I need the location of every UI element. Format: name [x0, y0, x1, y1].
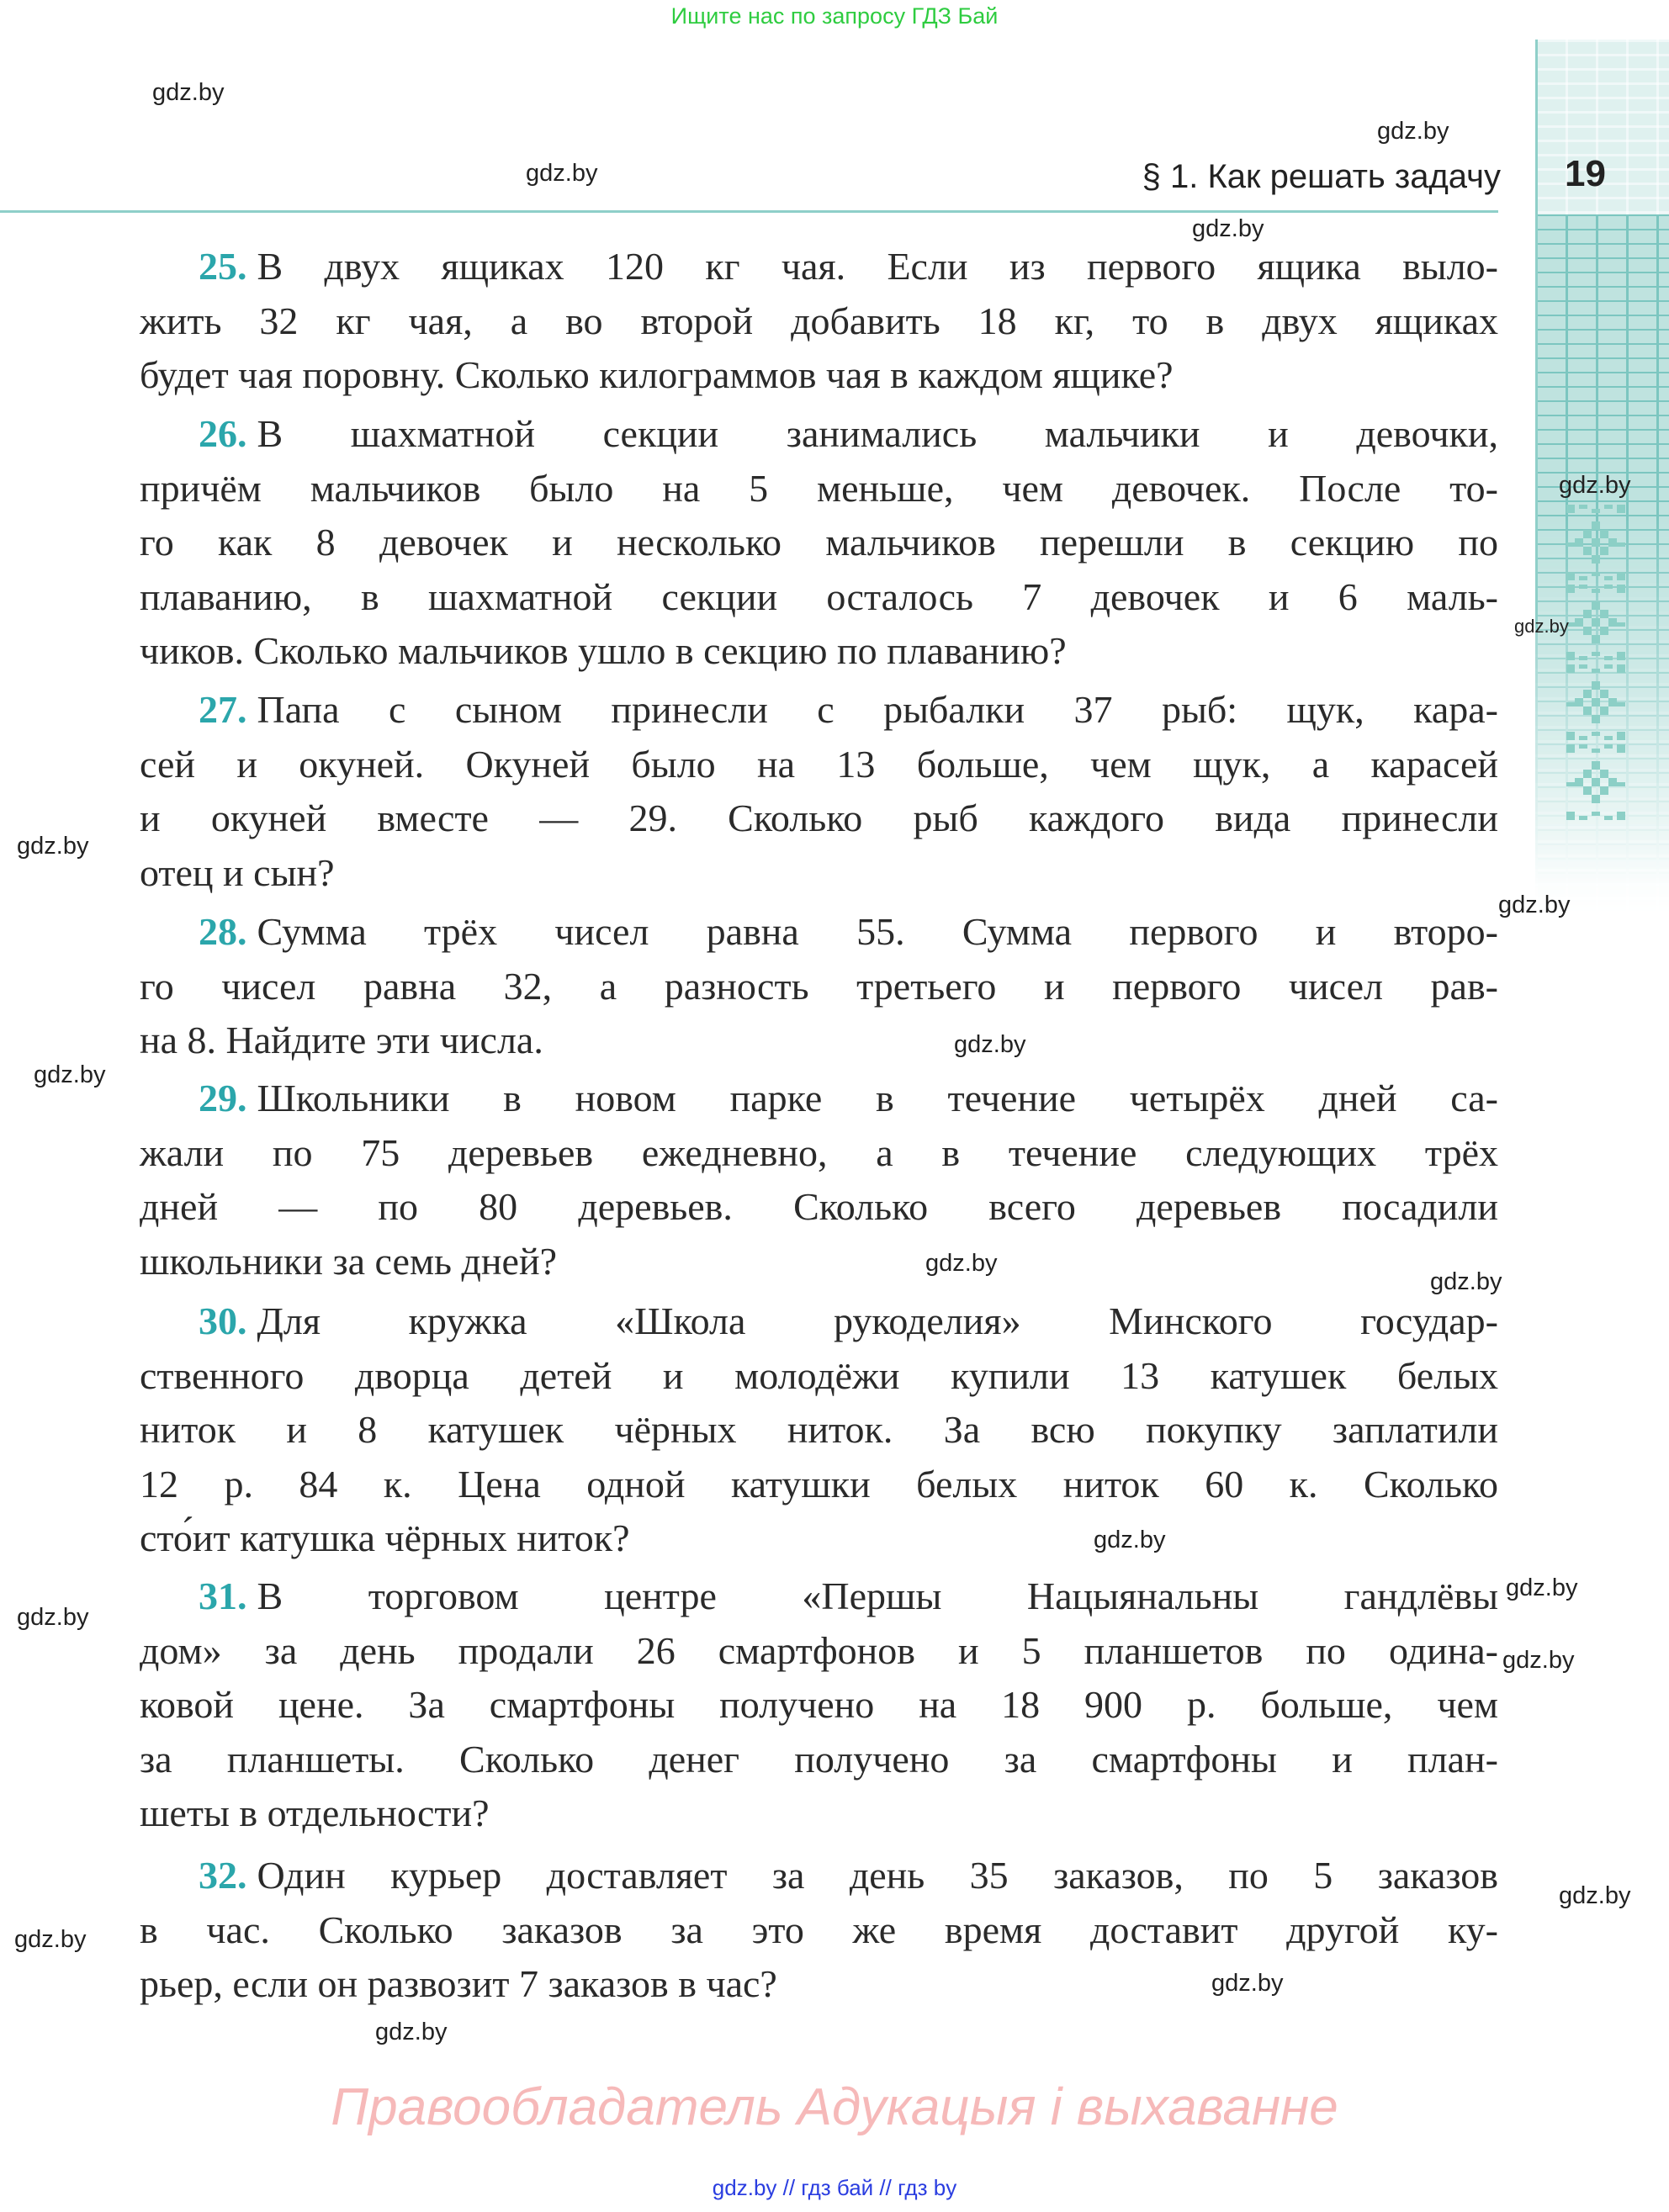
problem-text-line	[140, 683, 1498, 738]
section-title: § 1. Как решать задачу	[1142, 158, 1501, 195]
problem-31	[140, 1569, 1498, 1841]
problem-number: 29.	[199, 1077, 247, 1119]
problem-text-line	[140, 1072, 1498, 1126]
problem-26	[140, 407, 1498, 679]
problem-text-line	[140, 1458, 1498, 1512]
problem-text-line	[140, 1849, 1498, 1903]
problem-text: Папа с сыном принесли с рыбалки 37 рыб: щук, кара-	[257, 688, 1498, 731]
watermark: gdz.by	[1559, 472, 1631, 499]
problem-text-line	[140, 738, 1498, 792]
problem-text: Сумма трёх чисел равна 55. Сумма первого и второ-	[257, 910, 1498, 953]
watermark: gdz.by	[1192, 215, 1264, 242]
watermark: gdz.by	[526, 160, 598, 187]
problem-text: плаванию, в шахматной секции осталось 7 девочек и 6 маль-	[140, 574, 1498, 618]
watermark: gdz.by	[17, 1604, 89, 1631]
problem-text: дней — по 80 деревьев. Сколько всего деревьев посадили	[140, 1185, 1498, 1228]
problem-text: будет чая поровну. Сколько килограммов чая в каждом ящике?	[140, 353, 1174, 396]
problem-text: 12 р. 84 к. Цена одной катушки белых ниток 60 к. Сколько	[140, 1462, 1498, 1506]
problem-text: Для кружка «Школа рукоделия» Минского государ-	[257, 1299, 1498, 1342]
problem-number: 32.	[199, 1854, 247, 1897]
watermark: gdz.by	[1094, 1527, 1166, 1553]
problem-text-line	[140, 1235, 1498, 1289]
problem-text-line	[140, 1957, 1498, 2012]
problem-text-line	[140, 1903, 1498, 1958]
problem-text: В торговом центре «Першы Нацыянальны гандлёвы	[257, 1574, 1498, 1617]
problem-text-line	[140, 1180, 1498, 1235]
problem-text: и окуней вместе — 29. Сколько рыб каждого вида принесли	[140, 796, 1498, 839]
problem-text-line	[140, 240, 1498, 294]
watermark: gdz.by	[954, 1031, 1026, 1058]
problem-text-line	[140, 1624, 1498, 1679]
problem-text-line	[140, 624, 1498, 679]
problem-text: го как 8 девочек и несколько мальчиков перешли в секцию по	[140, 521, 1498, 564]
problem-text-line	[140, 462, 1498, 516]
problem-text: го чисел равна 32, а разность третьего и первого чисел рав-	[140, 964, 1498, 1008]
problem-text: сей и окуней. Окуней было на 13 больше, чем щук, а карасей	[140, 742, 1498, 786]
watermark: gdz.by	[1430, 1268, 1502, 1295]
watermark: gdz.by	[1506, 1574, 1578, 1601]
problem-text: сто́ит катушка чёрных ниток?	[140, 1516, 630, 1559]
problem-number: 28.	[199, 910, 247, 953]
watermark: gdz.by	[1559, 1882, 1631, 1909]
problem-text-line	[140, 1349, 1498, 1404]
problem-29	[140, 1072, 1498, 1289]
watermark: gdz.by	[925, 1250, 998, 1277]
problem-text-line	[140, 1678, 1498, 1733]
problem-text: жить 32 кг чая, а во второй добавить 18 кг, то в двух ящиках	[140, 299, 1498, 342]
ornament-icon	[1566, 505, 1625, 892]
problem-text: школьники за семь дней?	[140, 1239, 558, 1283]
watermark: gdz.by	[375, 2019, 448, 2045]
watermark: gdz.by	[1502, 1647, 1575, 1674]
problem-text-line	[140, 294, 1498, 349]
problem-text: жали по 75 деревьев ежедневно, а в течение следующих трёх	[140, 1130, 1498, 1174]
problem-text-line	[140, 1569, 1498, 1624]
problem-text: В двух ящиках 120 кг чая. Если из первого ящика выло-	[257, 245, 1498, 288]
problem-text-line	[140, 407, 1498, 462]
problem-number: 31.	[199, 1574, 247, 1617]
problem-text-line	[140, 1511, 1498, 1566]
problem-text: рьер, если он развозит 7 заказов в час?	[140, 1962, 777, 2005]
problem-27	[140, 683, 1498, 900]
problem-text-line	[140, 1786, 1498, 1841]
problem-25	[140, 240, 1498, 403]
side-edge-line	[1535, 40, 1538, 628]
problem-text: отец и сын?	[140, 850, 335, 894]
problem-number: 30.	[199, 1299, 247, 1342]
problem-text-line	[140, 1294, 1498, 1349]
watermark: gdz.by	[34, 1061, 106, 1088]
problem-text-line	[140, 905, 1498, 960]
problem-text-line	[140, 1403, 1498, 1458]
problem-text-line	[140, 1013, 1498, 1068]
problem-text-line	[140, 791, 1498, 846]
problem-text: ниток и 8 катушек чёрных ниток. За всю покупку заплатили	[140, 1408, 1498, 1451]
watermark: gdz.by	[17, 833, 89, 860]
watermark: gdz.by	[1498, 892, 1571, 918]
problem-text-line	[140, 1733, 1498, 1787]
problem-text: в час. Сколько заказов за это же время доставит другой ку-	[140, 1908, 1498, 1951]
problem-text: чиков. Сколько мальчиков ушло в секцию по плаванию?	[140, 629, 1067, 672]
problem-text-line	[140, 348, 1498, 403]
watermark: gdz.by	[1377, 118, 1449, 145]
problem-number: 27.	[199, 688, 247, 731]
problem-text-line	[140, 570, 1498, 625]
problem-number: 25.	[199, 245, 247, 288]
watermark: gdz.by	[14, 1926, 87, 1953]
page-number: 19	[1565, 153, 1606, 194]
problem-text: причём мальчиков было на 5 меньше, чем девочек. После то-	[140, 466, 1498, 510]
problem-32	[140, 1849, 1498, 2012]
problem-text-line	[140, 846, 1498, 901]
watermark: gdz.by	[152, 79, 225, 106]
search-hint: Ищите нас по запросу ГДЗ Бай	[670, 3, 999, 29]
problem-text-line	[140, 516, 1498, 570]
footer-links[interactable]: gdz.by // гдз бай // гдз by	[712, 2175, 957, 2200]
problem-text: шеты в отдельности?	[140, 1791, 490, 1834]
watermark: gdz.by	[1514, 616, 1569, 637]
problem-text-line	[140, 1126, 1498, 1181]
problem-text: Школьники в новом парке в течение четырёх дней са-	[257, 1077, 1498, 1119]
problem-text: за планшеты. Сколько денег получено за смартфоны и план-	[140, 1737, 1498, 1781]
problem-number: 26.	[199, 412, 247, 455]
problem-text: В шахматной секции занимались мальчики и девочки,	[257, 412, 1498, 455]
watermark: gdz.by	[1211, 1970, 1284, 1997]
problem-text: ковой цене. За смартфоны получено на 18 900 р. больше, чем	[140, 1683, 1498, 1726]
problem-text: Один курьер доставляет за день 35 заказов, по 5 заказов	[257, 1854, 1498, 1897]
problem-30	[140, 1294, 1498, 1566]
problem-text: дом» за день продали 26 смартфонов и 5 планшетов по одина-	[140, 1628, 1498, 1672]
copyright-holder: Правообладатель Адукацыя і выхаванне	[331, 2078, 1338, 2136]
problem-text: на 8. Найдите эти числа.	[140, 1019, 543, 1061]
problem-text: ственного дворца детей и молодёжи купили 13 катушек белых	[140, 1353, 1498, 1397]
header-divider	[0, 210, 1498, 213]
problem-28	[140, 905, 1498, 1068]
problem-text-line	[140, 960, 1498, 1014]
